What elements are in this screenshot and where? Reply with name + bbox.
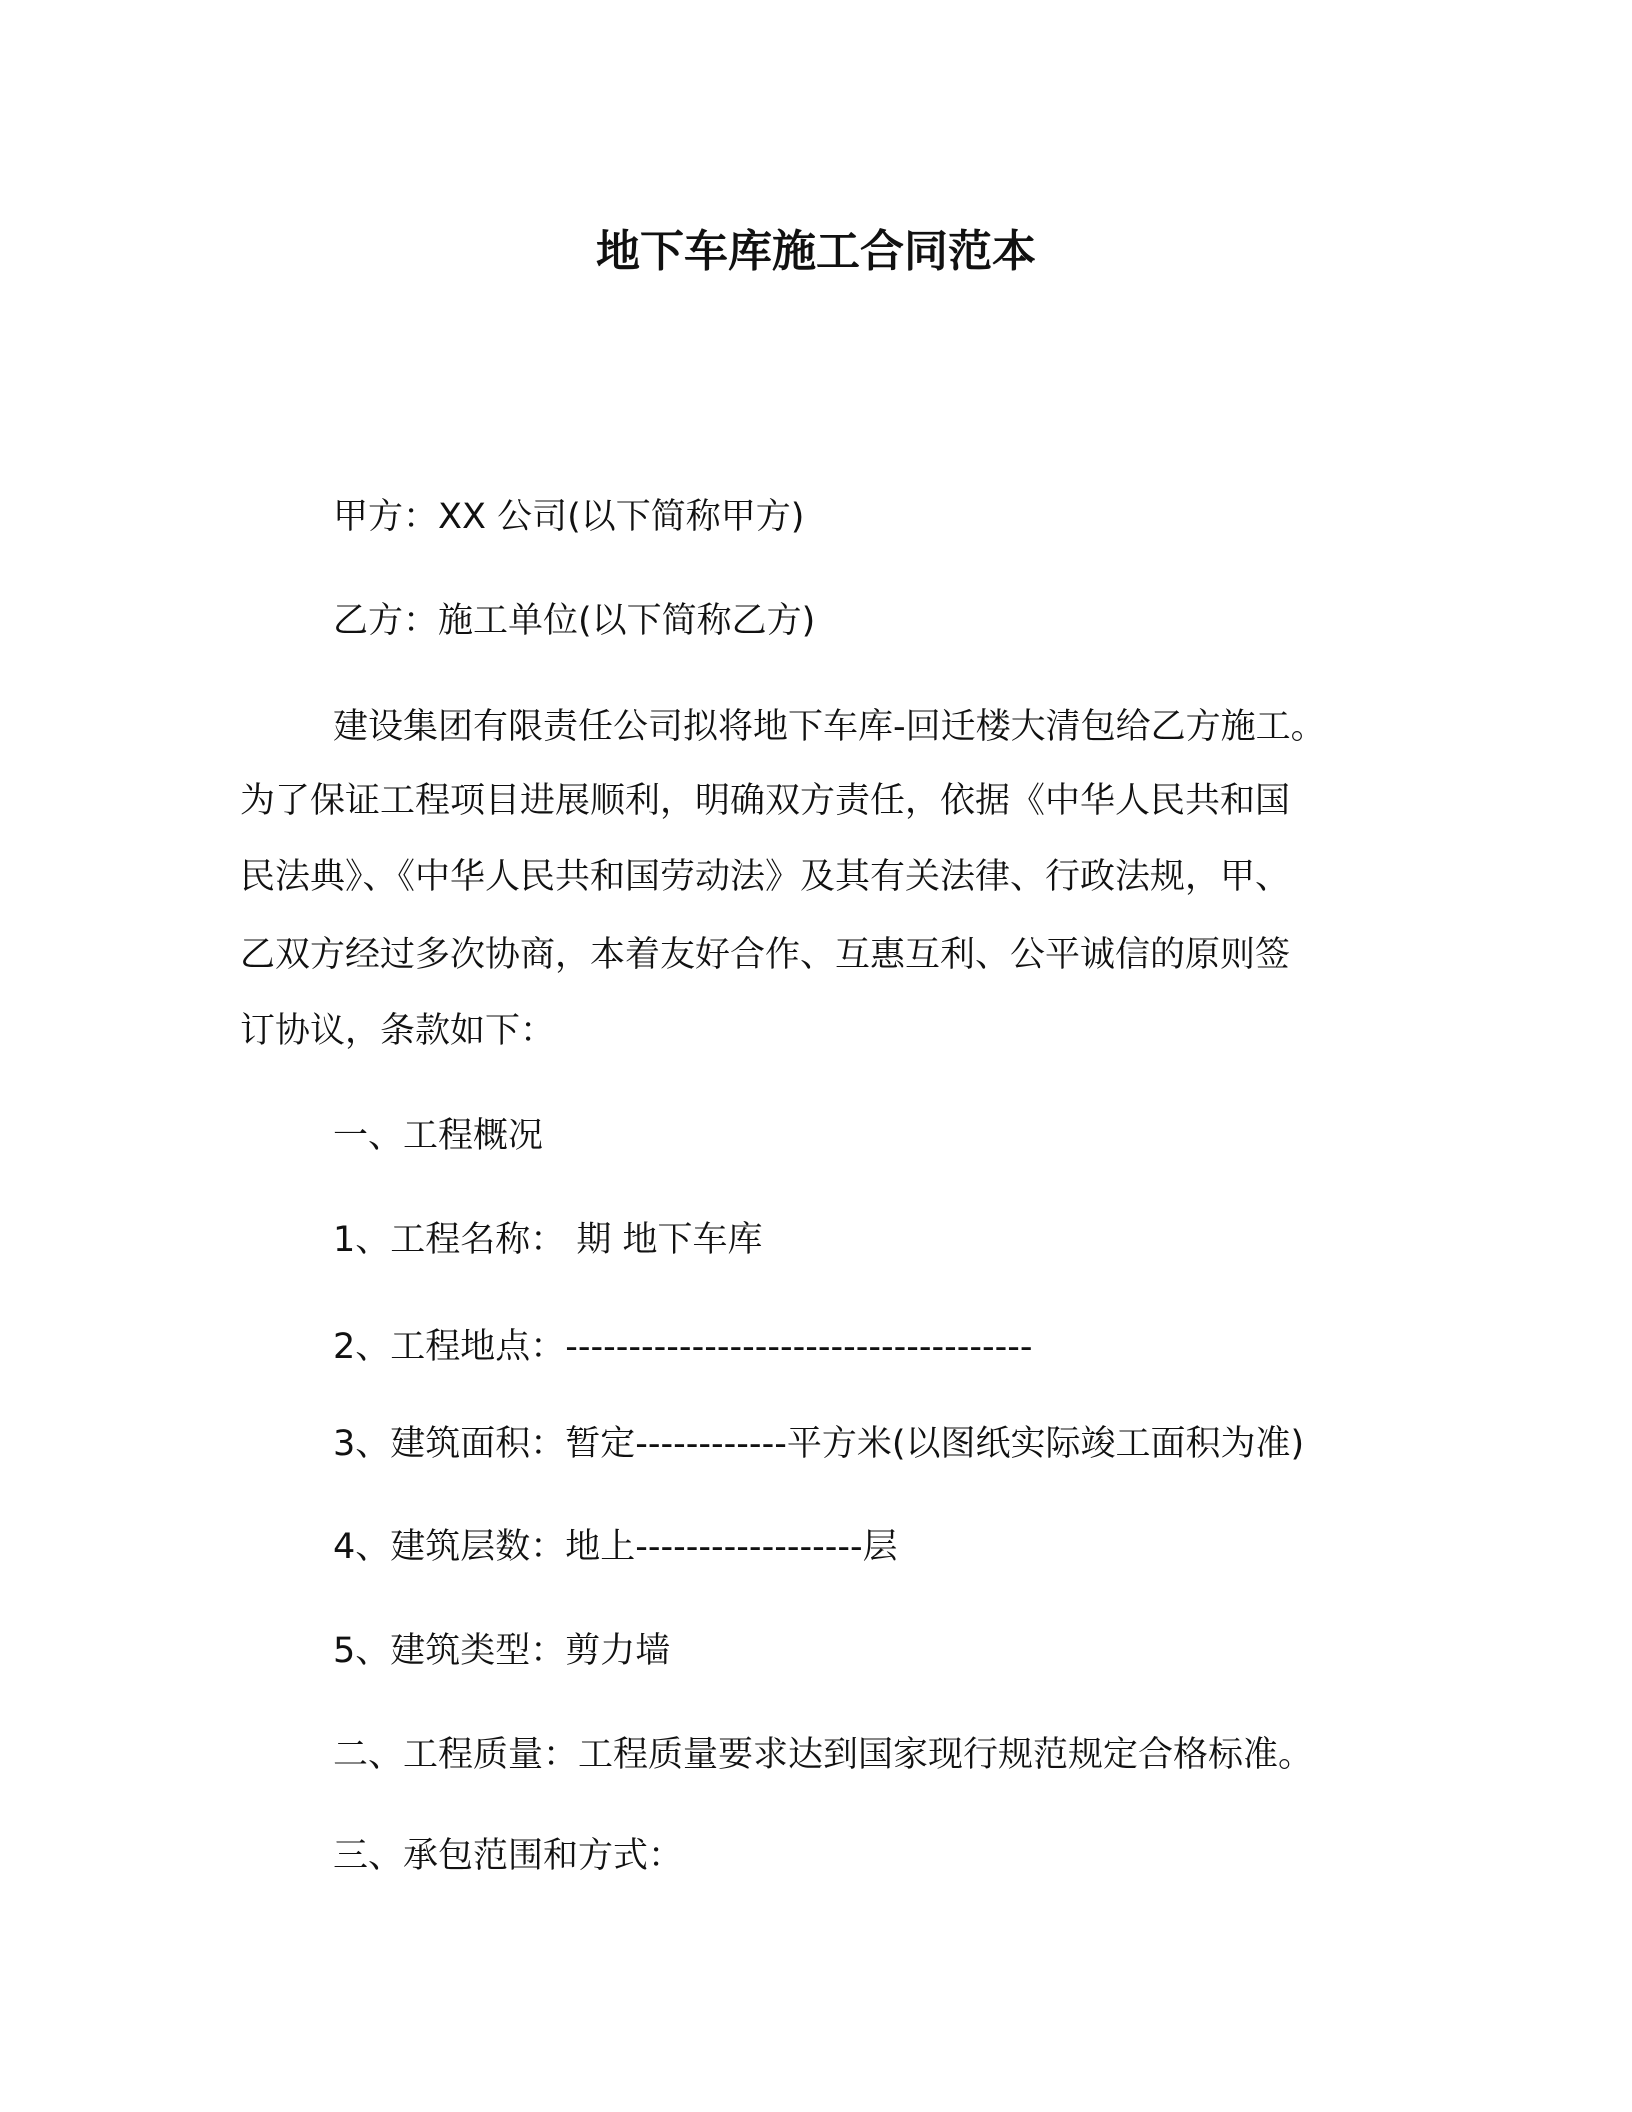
document-title: 地下车库施工合同范本: [596, 226, 1036, 277]
intro-line: 乙双方经过多次协商，本着友好合作、互惠互利、公平诚信的原则签: [240, 935, 1291, 975]
party-b: 乙方：施工单位(以下简称乙方): [333, 601, 816, 641]
section-heading: 一、工程概况: [333, 1116, 544, 1156]
list-item: 3、建筑面积：暂定------------平方米(以图纸实际竣工面积为准): [333, 1424, 1305, 1464]
intro-line: 民法典》、《中华人民共和国劳动法》及其有关法律、行政法规，甲、: [240, 857, 1291, 897]
intro-line: 为了保证工程项目进展顺利，明确双方责任，依据《中华人民共和国: [240, 781, 1291, 821]
intro-line: 建设集团有限责任公司拟将地下车库-回迁楼大清包给乙方施工。: [333, 707, 1326, 747]
section-heading: 三、承包范围和方式：: [333, 1836, 684, 1876]
list-item: 4、建筑层数：地上------------------层: [333, 1527, 898, 1567]
list-item: 1、工程名称： 期 地下车库: [333, 1220, 763, 1260]
intro-line: 订协议，条款如下：: [240, 1011, 556, 1051]
party-a: 甲方：XX 公司(以下简称甲方): [333, 497, 805, 537]
list-item: 2、工程地点：-------------------------------------: [333, 1327, 1033, 1367]
section-heading: 二、工程质量：工程质量要求达到国家现行规范规定合格标准。: [333, 1735, 1314, 1775]
list-item: 5、建筑类型：剪力墙: [333, 1631, 671, 1671]
